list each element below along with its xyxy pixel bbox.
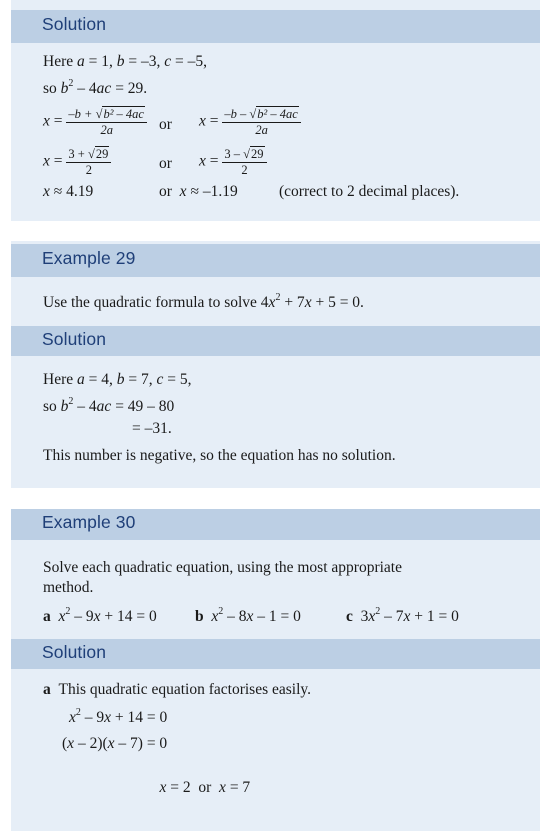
example-30-question-line-2: method.	[43, 579, 94, 596]
solution-title: Solution	[42, 14, 107, 34]
coefficients-line: Here a = 1, b = –3, c = –5,	[43, 53, 208, 70]
solution-header	[11, 10, 540, 43]
working-step-2: (x – 2)(x – 7) = 0	[62, 735, 168, 752]
example-29-discriminant: so $b^2 - 4ac = 49 - 80$	[43, 396, 175, 415]
example-29-coefficients: Here a = 4, b = 7, c = 5,	[43, 371, 192, 388]
formula-left: x = $\frac{\text{–b + √b² – 4ac}}{2a}$	[43, 108, 147, 136]
example-29-solution-title: Solution	[42, 329, 107, 349]
discriminant-line: so $b^2 - 4ac = 29$.	[43, 78, 148, 97]
example-29-title: Example 29	[42, 248, 136, 268]
example-29-conclusion: This number is negative, so the equation has no solution.	[43, 447, 396, 464]
formula-right: x = $\frac{\text{–b – √b² – 4ac}}{2a}$	[199, 108, 301, 136]
part-a-equation: a $x^2 - 9x + 14 = 0$	[43, 606, 157, 625]
substituted-left: x = $\frac{3 + √29}{2}$	[43, 148, 111, 176]
rounding-note: (correct to 2 decimal places).	[279, 183, 460, 200]
substituted-fraction-plus: $\frac{3 + √29}{2}$	[66, 148, 111, 176]
example-30-solution-header	[11, 639, 540, 669]
part-b-equation: b $x^2 - 8x - 1 = 0$	[195, 606, 301, 625]
or-word: or	[159, 116, 172, 133]
example-30-title: Example 30	[42, 512, 136, 532]
example-30-panel	[11, 509, 540, 831]
part-c-equation: c $3x^2 - 7x + 1 = 0$	[346, 606, 459, 625]
example-29-panel	[11, 241, 540, 488]
working-step-3: x = 2 or x = 7	[159, 779, 251, 796]
working-step-1: $x^2 - 9x + 14 = 0$	[69, 707, 168, 726]
part-a-intro: a This quadratic equation factorises easily.	[43, 681, 312, 698]
substituted-right: x = $\frac{3 - √29}{2}$	[199, 148, 267, 176]
example-29-question: Use the quadratic formula to solve $4x^2 + 7x + 5 = 0$.	[43, 292, 364, 311]
approx-left: x ≈ 4.19	[43, 183, 94, 200]
substituted-fraction-minus: $\frac{3 - √29}{2}$	[222, 148, 266, 176]
example-30-header	[11, 509, 540, 540]
approx-right: or x ≈ –1.19	[159, 183, 238, 200]
example-30-question-line-1: Solve each quadratic equation, using the most appropriate	[43, 559, 402, 576]
formula-fraction-minus: $\frac{\text{–b – √b² – 4ac}}{2a}$	[222, 108, 300, 136]
solution-panel-1	[11, 0, 540, 221]
example-29-result: = –31.	[132, 420, 172, 437]
example-29-solution-header	[11, 326, 540, 356]
example-30-solution-title: Solution	[42, 642, 107, 662]
or-word-2: or	[159, 155, 172, 172]
example-29-header	[11, 244, 540, 277]
formula-fraction-plus: $\frac{\text{–b + √b² – 4ac}}{2a}$	[66, 108, 147, 136]
